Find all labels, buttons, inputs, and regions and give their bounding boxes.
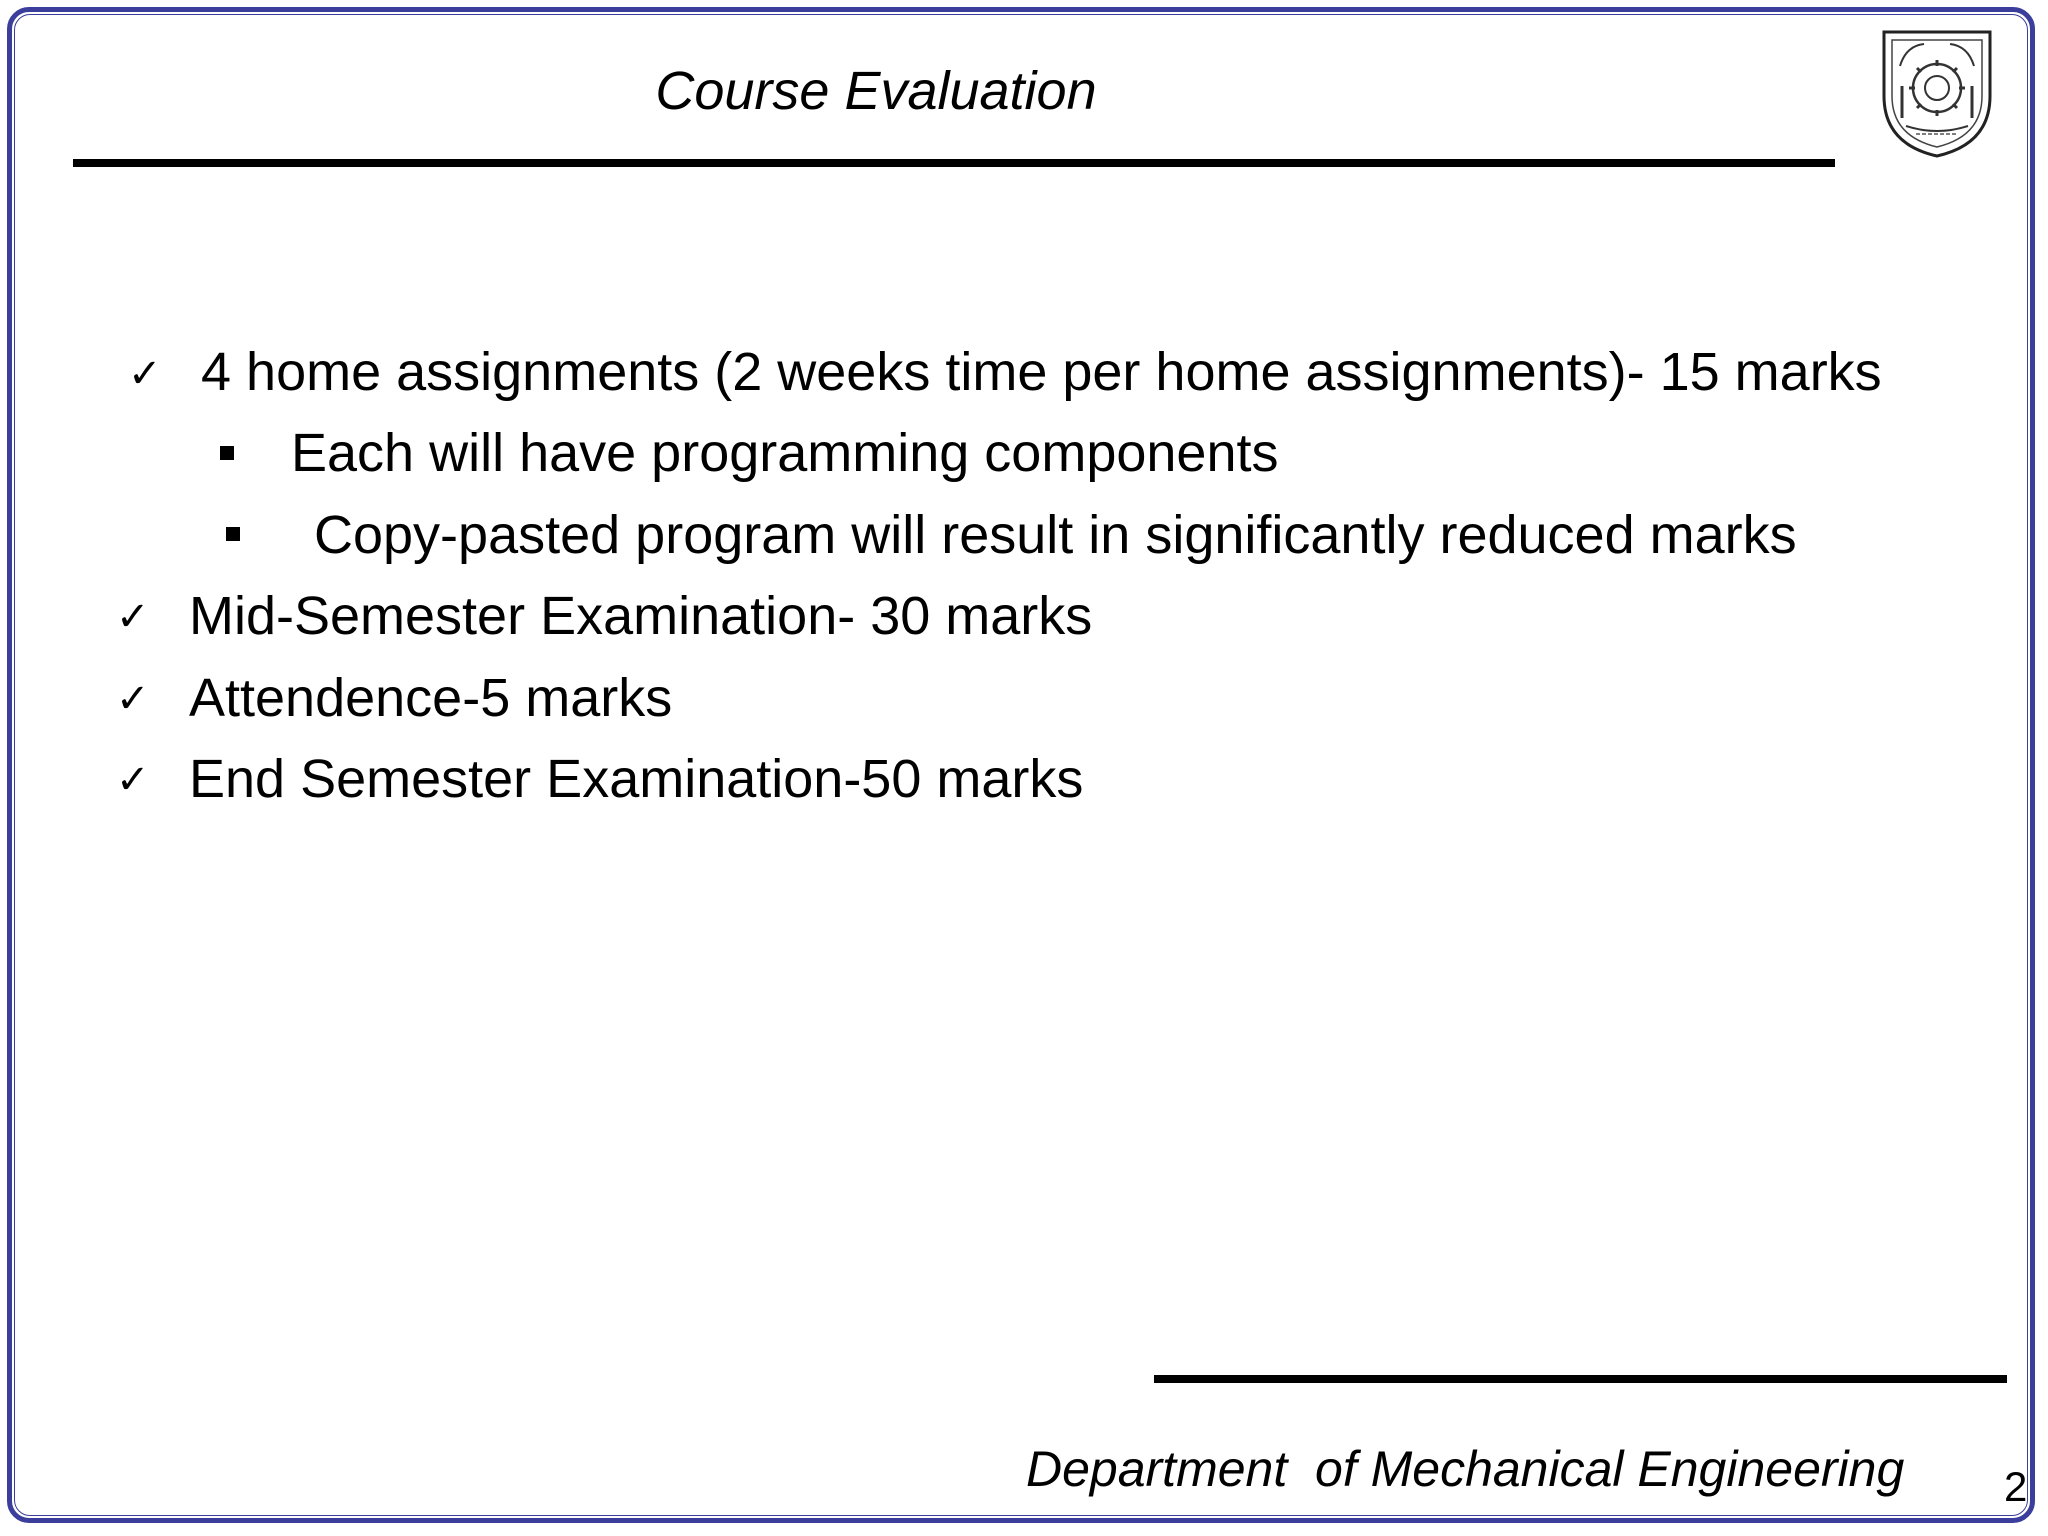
footer-rule — [1154, 1375, 2007, 1383]
list-item: 4 home assignments (2 weeks time per home assignments)- 15 marks — [201, 342, 1882, 402]
square-bullet-icon — [226, 527, 240, 541]
checkmark-icon: ✓ — [116, 594, 150, 640]
list-item: Copy-pasted program will result in significantly reduced marks — [314, 505, 1797, 565]
list-item: Each will have programming components — [291, 423, 1279, 483]
list-item: Attendence-5 marks — [189, 668, 673, 728]
institute-seal-icon — [1876, 26, 1998, 162]
page-number: 2 — [2004, 1463, 2028, 1510]
square-bullet-icon — [220, 446, 234, 460]
footer-department: Department of Mechanical Engineering — [1026, 1441, 1905, 1497]
checkmark-icon: ✓ — [116, 757, 150, 803]
title-underline — [73, 159, 1835, 167]
seal-graphic — [1876, 26, 1998, 162]
slide-title: Course Evaluation — [655, 61, 1097, 121]
checkmark-icon: ✓ — [128, 351, 162, 397]
list-item: End Semester Examination-50 marks — [189, 749, 1084, 809]
list-item: Mid-Semester Examination- 30 marks — [189, 586, 1093, 646]
checkmark-icon: ✓ — [116, 676, 150, 722]
